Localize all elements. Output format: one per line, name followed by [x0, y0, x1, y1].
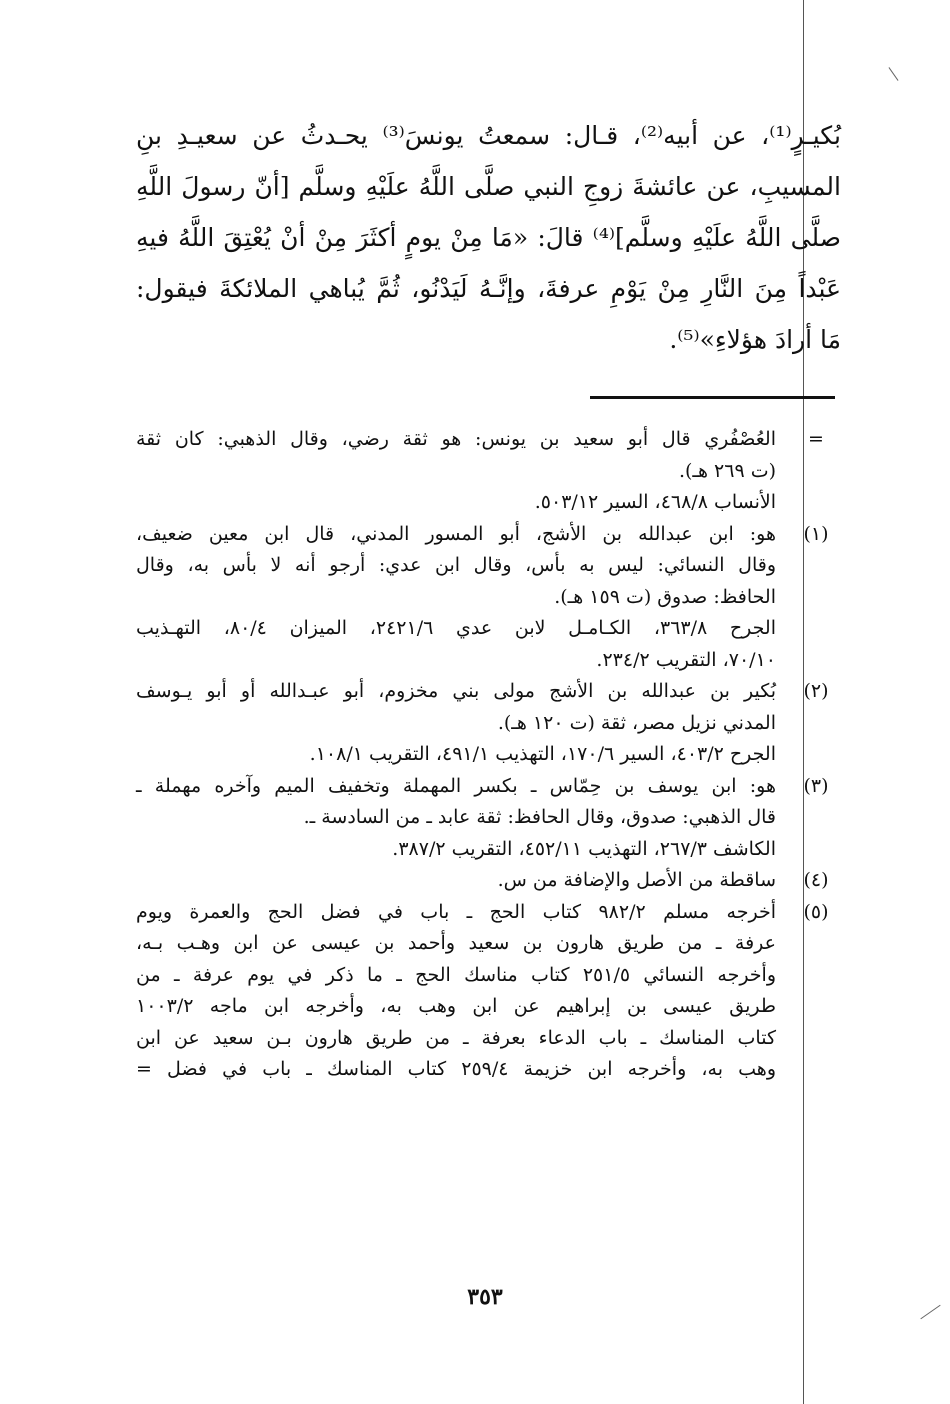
footnote-line: ٧٠/١٠، التقريب ٢٣٤/٢. — [596, 648, 776, 671]
footnote-continuation — [136, 424, 841, 519]
footnote-number: (٢) — [803, 680, 829, 702]
footnote-number: (١) — [803, 522, 829, 545]
footnote-line: الأنساب ٤٦٨/٨، السير ٥٠٣/١٢. — [534, 491, 776, 513]
footnote-separator — [590, 396, 835, 399]
footnote-number: (٣) — [803, 774, 829, 797]
footnote-line: الحافظ: صدوق (ت ١٥٩ هـ). — [554, 585, 776, 608]
footnote-line: الكاشف ٢٦٧/٣، التهذيب ٤٥٢/١١، التقريب ٣٨٧/٢. — [392, 837, 776, 860]
footnote-line: وقال النسائي: ليس به بأس، وقال ابن عدي: أرجو أنه لا بأس به، وقال — [136, 554, 776, 576]
footnote-number: (٤) — [803, 869, 829, 891]
footnote-5 — [136, 897, 841, 1086]
footnote-line: المدني نزيل مصر، ثقة (ت ١٢٠ هـ). — [497, 711, 776, 734]
footnotes — [136, 424, 841, 1086]
footnote-line: بُكير بن عبدالله بن الأشج مولى بني مخزوم، أبو عبـدالله أو أبو يـوسف — [136, 680, 776, 702]
hadith-line: المسيبِ، عن عائشةَ زوجِ النبي صلَّى اللَّهُ علَيْهِ وسلَّم [أنّ رسولَ اللَّهِ — [136, 172, 841, 201]
hadith-text — [136, 110, 841, 365]
footnote-marker: = — [808, 428, 824, 450]
scan-mark-top — [889, 67, 899, 81]
hadith-line: بُكيـرٍ⁽¹⁾، عن أبيه⁽²⁾، قـال: سمعتُ يونسَ⁽³⁾ يحـدثُ عن سعيـدِ بنِ — [136, 121, 842, 150]
footnote-line: العُصْفُري قال أبو سعيد بن يونس: هو ثقة رضي، وقال الذهبي: كان ثقة — [136, 428, 776, 450]
footnote-line: وأخرجه النسائي ٢٥١/٥ كتاب مناسك الحج ـ ما ذكر في يوم عرفة ـ من — [136, 963, 777, 986]
scan-mark-bottom — [920, 1305, 940, 1320]
footnote-line: وهب به، وأخرجه ابن خزيمة ٢٥٩/٤ كتاب المناسك ـ باب في فضل = — [136, 1058, 776, 1080]
footnote-line: عرفة ـ من طريق هارون بن سعيد وأحمد بن عيسى عن ابن وهـب بـه، — [136, 932, 776, 954]
footnote-3 — [136, 771, 841, 866]
hadith-line: صلَّى اللَّهُ علَيْهِ وسلَّم]⁽⁴⁾ قالَ: «مَا مِنْ يومٍ أكثَرَ مِنْ أنْ يُعْتِقَ اللَّهُ فيهِ — [136, 223, 841, 252]
hadith-line: عَبْداً مِنَ النَّارِ مِنْ يَوْمِ عرفةَ، وإنَّـهُ لَيَدْنُو، ثُمَّ يُباهي الملائكةَ فيقول: — [136, 274, 841, 303]
footnote-line: هو: ابن عبدالله بن الأشج، أبو المسور المدني، قال ابن معين ضعيف، — [136, 522, 776, 545]
footnote-line: أخرجه مسلم ٩٨٢/٢ كتاب الحج ـ باب في فضل الحج والعمرة ويوم — [136, 900, 776, 923]
footnote-line: طريق عيسى بن إبراهيم عن ابن وهب به، وأخرجه ابن ماجه ١٠٠٣/٢ — [136, 995, 776, 1017]
footnote-number: (٥) — [803, 900, 829, 923]
footnote-line: كتاب المناسك ـ باب الدعاء بعرفة ـ من طريق هارون بـن سعيد عن ابن — [136, 1026, 776, 1049]
footnote-line: الجرح ٣٦٣/٨، الكـامـل لابن عدي ٢٤٢١/٦، الميزان ٨٠/٤، التهـذيب — [136, 617, 776, 639]
footnote-line: قال الذهبي: صدوق، وقال الحافظ: ثقة عابد ـ من السادسة ـ. — [303, 806, 776, 828]
footnote-line: (ت ٢٦٩ هـ). — [678, 459, 776, 482]
footnote-line: الجرح ٤٠٣/٢، السير ١٧٠/٦، التهذيب ٤٩١/١، التقريب ١٠٨/١. — [309, 743, 776, 765]
footnote-line: هو: ابن يوسف بن حِمّاس ـ بكسر المهملة وتخفيف الميم وآخره مهملة ـ — [136, 774, 776, 797]
hadith-line: مَا أرادَ هؤلاءِ»⁽⁵⁾. — [669, 325, 841, 354]
footnote-1 — [136, 519, 841, 677]
footnote-4 — [136, 865, 841, 897]
footnote-2 — [136, 676, 841, 771]
footnote-line: ساقطة من الأصل والإضافة من س. — [497, 869, 776, 891]
page-number: ٣٥٣ — [467, 1284, 503, 1310]
